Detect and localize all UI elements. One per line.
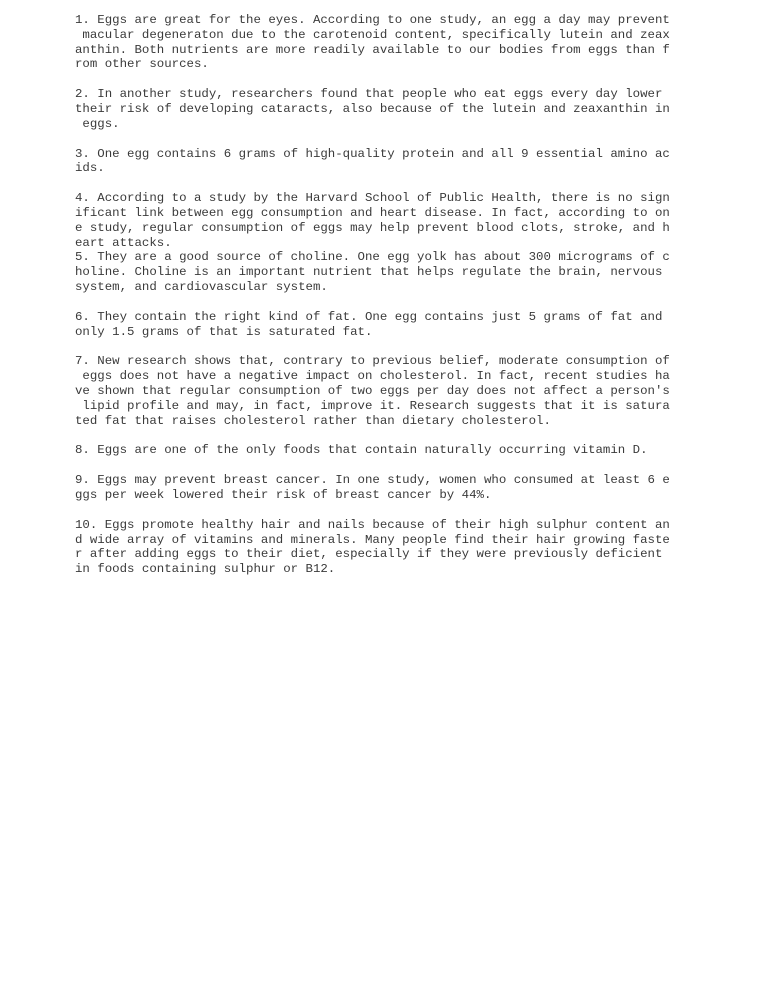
text-line: ted fat that raises cholesterol rather than dietary cholesterol. (75, 413, 551, 428)
text-line: rom other sources. (75, 57, 209, 72)
text-line: ggs per week lowered their risk of breast cancer by 44%. (75, 487, 492, 502)
text-line: in foods containing sulphur or B12. (75, 562, 336, 577)
text-line: system, and cardiovascular system. (75, 279, 328, 294)
paragraph-10 (75, 518, 685, 577)
text-line: 7. New research shows that, contrary to previous belief, moderate consumption of (75, 354, 670, 369)
text-line: 9. Eggs may prevent breast cancer. In one study, women who consumed at least 6 e (75, 473, 670, 488)
paragraph-6 (75, 310, 685, 340)
text-line: 2. In another study, researchers found that people who eat eggs every day lower (75, 87, 663, 102)
text-line: eart attacks. (75, 235, 172, 250)
text-line: 10. Eggs promote healthy hair and nails because of their high sulphur content an (75, 517, 670, 532)
paragraph-4 (75, 191, 685, 250)
paragraph-1 (75, 13, 685, 72)
text-line: anthin. Both nutrients are more readily available to our bodies from eggs than f (75, 42, 670, 57)
text-line: their risk of developing cataracts, also because of the lutein and zeaxanthin in (75, 101, 670, 116)
text-line: ids. (75, 161, 105, 176)
text-line: 3. One egg contains 6 grams of high-quality protein and all 9 essential amino ac (75, 146, 670, 161)
paragraph-2 (75, 87, 685, 131)
text-line: eggs. (75, 116, 120, 131)
text-line: ificant link between egg consumption and heart disease. In fact, according to on (75, 205, 670, 220)
paragraph-9 (75, 473, 685, 503)
text-line: 6. They contain the right kind of fat. One egg contains just 5 grams of fat and (75, 309, 663, 324)
text-line: ve shown that regular consumption of two eggs per day does not affect a person's (75, 383, 670, 398)
text-line: 8. Eggs are one of the only foods that contain naturally occurring vitamin D. (75, 443, 648, 458)
paragraph-7 (75, 354, 685, 428)
text-line: d wide array of vitamins and minerals. Many people find their hair growing faste (75, 532, 670, 547)
text-line: 5. They are a good source of choline. One egg yolk has about 300 micrograms of c (75, 250, 670, 265)
document-body (75, 13, 685, 592)
text-line: only 1.5 grams of that is saturated fat. (75, 324, 373, 339)
paragraph-5 (75, 250, 685, 294)
text-line: 1. Eggs are great for the eyes. According to one study, an egg a day may prevent (75, 13, 670, 27)
text-line: eggs does not have a negative impact on cholesterol. In fact, recent studies ha (75, 369, 670, 384)
text-line: macular degeneraton due to the carotenoid content, specifically lutein and zeax (75, 27, 670, 42)
paragraph-8 (75, 443, 685, 458)
paragraph-3 (75, 147, 685, 177)
text-line: e study, regular consumption of eggs may help prevent blood clots, stroke, and h (75, 220, 670, 235)
text-line: lipid profile and may, in fact, improve it. Research suggests that it is satura (75, 398, 670, 413)
text-line: r after adding eggs to their diet, especially if they were previously deficient (75, 547, 663, 562)
text-line: 4. According to a study by the Harvard School of Public Health, there is no sign (75, 191, 670, 206)
text-line: holine. Choline is an important nutrient that helps regulate the brain, nervous (75, 265, 663, 280)
